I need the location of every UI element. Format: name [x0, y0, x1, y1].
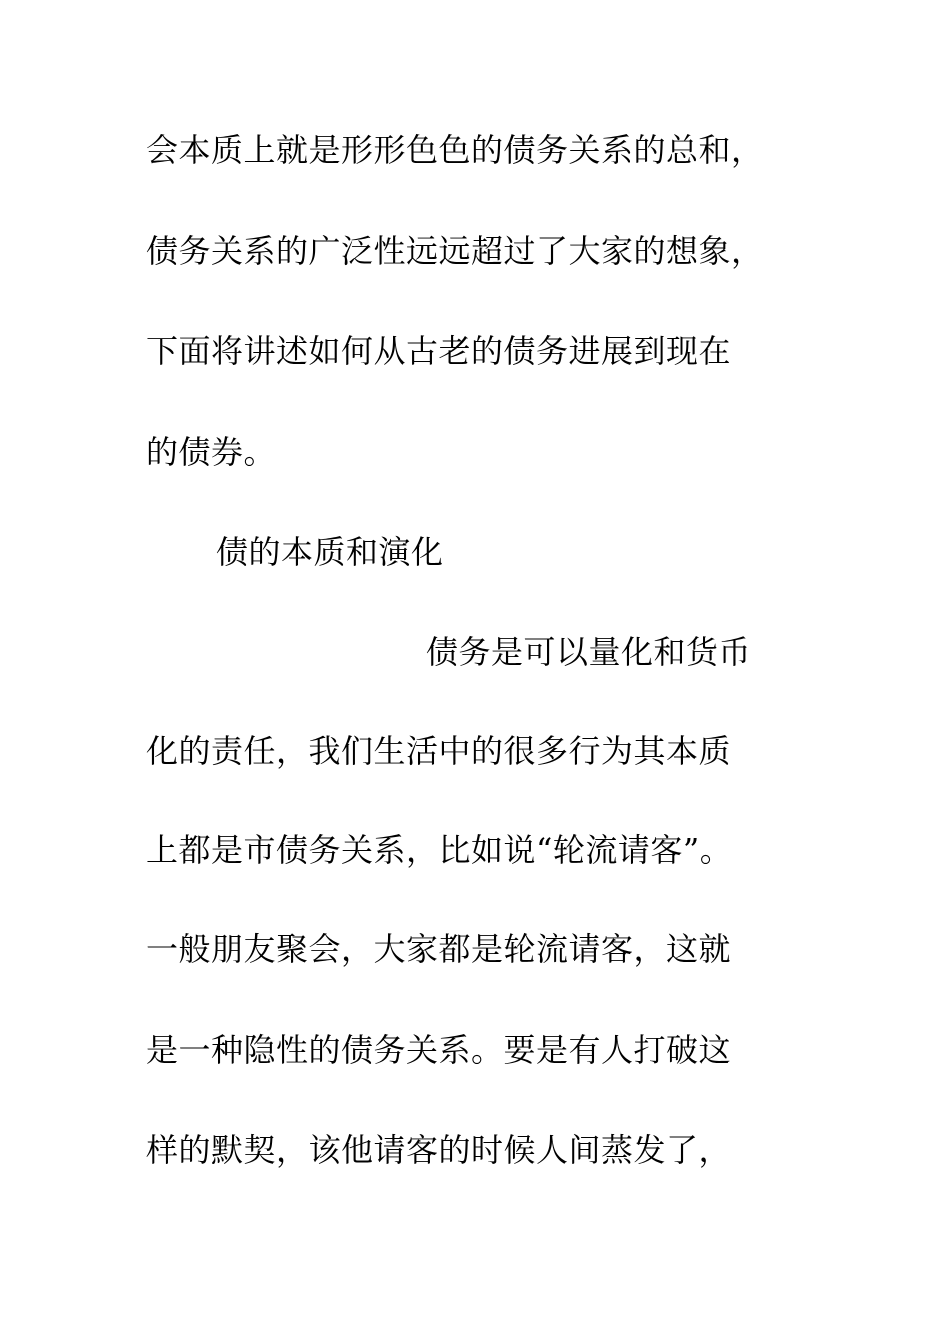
text-line: 的债券。 [146, 433, 277, 471]
text-line: 样的默契，该他请客的时候人间蒸发了， [146, 1131, 732, 1169]
text-line: 是一种隐性的债务关系。要是有人打破这 [146, 1031, 732, 1069]
text-line: 化的责任，我们生活中的很多行为其本质 [146, 732, 732, 770]
text-line: 上都是市债务关系，比如说“轮流请客”。 [146, 831, 733, 869]
text-line: 下面将讲述如何从古老的债务进展到现在 [146, 332, 732, 370]
section-heading: 债的本质和演化 [216, 533, 444, 571]
text-line: 一般朋友聚会，大家都是轮流请客，这就 [146, 930, 732, 968]
text-line: 会本质上就是形形色色的债务关系的总和， [146, 131, 764, 169]
text-line: 债务是可以量化和货币 [426, 633, 752, 671]
text-line: 债务关系的广泛性远远超过了大家的想象， [146, 232, 764, 270]
